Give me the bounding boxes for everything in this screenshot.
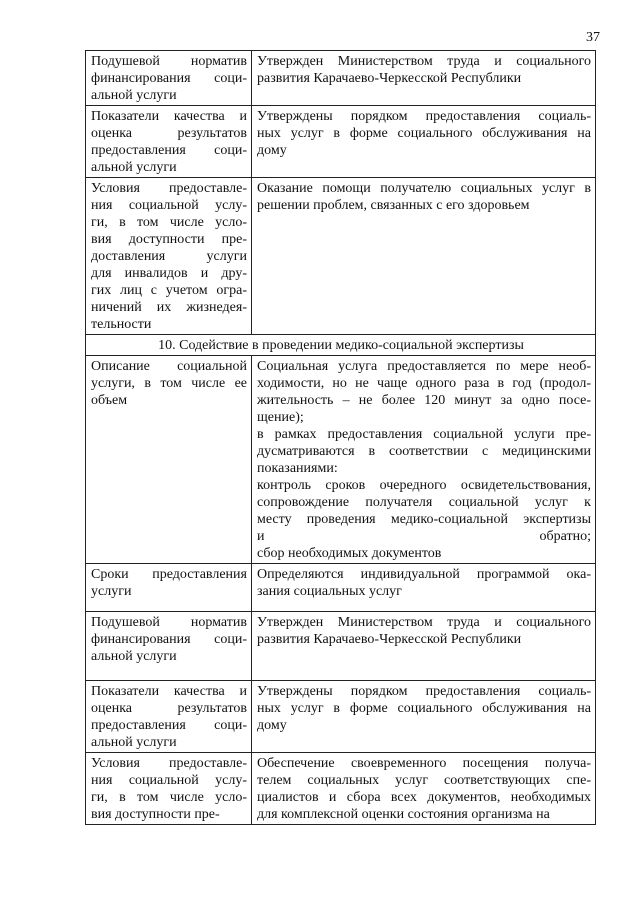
text-line: Показатели качества и [91,109,247,124]
text-line: услуги, в том числе ее [91,376,247,391]
row-content [252,356,596,564]
text-line: ходимости, но не чаще одного раза в год (продол- [257,376,591,391]
row-label [86,681,252,753]
row-label [86,612,252,681]
table-row [86,106,596,178]
table-row [86,178,596,335]
text-line: Описание социальной [91,359,247,374]
text-line: Социальная услуга предоставляется по мере необ- [257,359,591,374]
text-line: Определяются индивидуальной программой ока- [257,567,591,582]
text-line: Подушевой норматив [91,615,247,630]
row-label [86,51,252,106]
text-line: ния социальной услу- [91,198,247,213]
text-line: ных услуг в форме социального обслуживания на [257,701,591,716]
text-line: альной услуги [91,88,177,103]
row-content [252,178,596,335]
row-content [252,753,596,825]
text-line: Утвержден Министерством труда и социального [257,54,591,69]
text-line: ничений их жизнедея- [91,300,247,315]
text-line: объем [91,393,128,408]
text-line: Показатели качества и [91,684,247,699]
text-line: предоставления соци- [91,143,247,158]
row-content [252,106,596,178]
text-line: ных услуг в форме социального обслуживания на [257,126,591,141]
text-line: ги, в том числе усло- [91,215,247,230]
row-label [86,178,252,335]
text-line: развития Карачаево-Черкесской Республики [257,71,522,86]
text-line: дому [257,718,287,733]
page-number: 37 [586,30,600,45]
text-line: альной услуги [91,160,177,175]
table-row [86,51,596,106]
text-line: Утверждены порядком предоставления социаль- [257,684,591,699]
row-content [252,564,596,612]
text-line: щение); [257,410,304,425]
row-label [86,753,252,825]
row-content [252,612,596,681]
text-line: Оказание помощи получателю социальных услуг в [257,181,591,196]
text-line: решении проблем, связанных с его здоровьем [257,198,530,213]
text-line: оценка результатов [91,701,247,716]
text-line: месту проведения медико-социальной экспертизы [257,512,591,527]
row-label [86,106,252,178]
text-line: услуги [91,584,132,599]
text-line: Утверждены порядком предоставления социаль- [257,109,591,124]
text-line: тельности [91,317,152,332]
table-row [86,564,596,612]
text-line: дусматриваются в соответствии с медицинскими [257,444,591,459]
text-line: жительность – не более 120 минут за одно посе- [257,393,591,408]
text-line: ния социальной услу- [91,773,247,788]
section-row [86,335,596,356]
text-line: доставления услуги [91,249,247,264]
text-line: в рамках предоставления социальной услуги пре- [257,427,591,442]
text-line: для инвалидов и дру- [91,266,247,281]
text-line: альной услуги [91,649,177,664]
row-content [252,681,596,753]
text-line: для комплексной оценки состояния организма на [257,807,550,822]
text-line: Подушевой норматив [91,54,247,69]
text-line: сбор необходимых документов [257,546,442,561]
text-line: гих лиц с учетом огра- [91,283,247,298]
text-line: Обеспечение своевременного посещения получа- [257,756,591,771]
text-line: циалистов и сбора всех документов, необходимых [257,790,591,805]
table-row [86,612,596,681]
text-line: финансирования соци- [91,71,247,86]
row-label [86,564,252,612]
text-line: Сроки предоставления [91,567,247,582]
text-line: оценка результатов [91,126,247,141]
text-line: дому [257,143,287,158]
services-table [85,50,596,825]
text-line: вия доступности пре- [91,807,220,822]
row-content [252,51,596,106]
text-line: Условия предоставле- [91,181,247,196]
text-line: телем социальных услуг соответствующих спе- [257,773,591,788]
text-line: показаниями: [257,461,338,476]
table-row [86,753,596,825]
text-line: финансирования соци- [91,632,247,647]
text-line: сопровождение получателя социальной услуг к [257,495,591,510]
text-line: зания социальных услуг [257,584,402,599]
text-line: альной услуги [91,735,177,750]
text-line: Утвержден Министерством труда и социального [257,615,591,630]
row-label [86,356,252,564]
table-row [86,681,596,753]
text-line: предоставления соци- [91,718,247,733]
text-line: ги, в том числе усло- [91,790,247,805]
text-line: и обратно; [257,529,591,544]
text-line: Условия предоставле- [91,756,247,771]
text-line: развития Карачаево-Черкесской Республики [257,632,522,647]
text-line: вия доступности пре- [91,232,247,247]
table-row [86,356,596,564]
text-line: контроль сроков очередного освидетельствования, [257,478,591,493]
section-title: 10. Содействие в проведении медико-социальной экспертизы [86,335,596,356]
